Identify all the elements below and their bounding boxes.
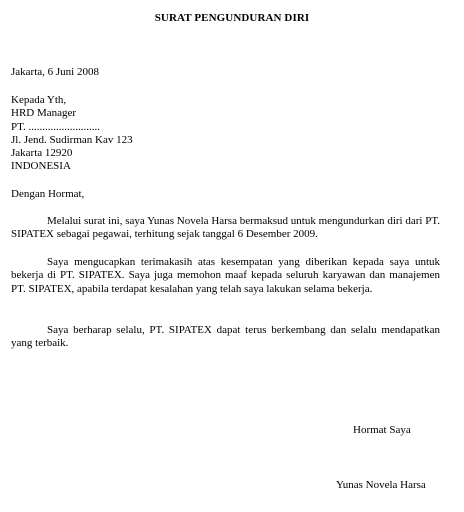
letter-title: SURAT PENGUNDURAN DIRI (154, 12, 310, 24)
recipient-block (11, 94, 133, 174)
recipient-city: Jakarta 12920 (11, 147, 73, 160)
recipient-salutation: Kepada Yth, (11, 94, 67, 106)
recipient-position: HRD Manager (11, 107, 77, 120)
body-paragraph-resignation: Melalui surat ini, saya Yunas Novela Harsa bermaksud untuk mengundurkan diri dari PT. SIPATEX sebagai pegawai, terhitung sejak tanggal 6 Desember 2009. (11, 215, 440, 241)
date-line: Jakarta, 6 Juni 2008 (11, 66, 99, 78)
recipient-country: INDONESIA (11, 160, 71, 173)
closing-phrase: Hormat Saya (353, 424, 411, 436)
body-paragraph-thanks: Saya mengucapkan terimakasih atas kesempatan yang diberikan kepada saya untuk bekerja di PT. SIPATEX. Saya juga memohon maaf kepada seluruh karyawan dan manajemen PT. SIPATEX, apabila terdapat kesalahan yang telah saya lakukan selama bekerja. (11, 256, 440, 295)
recipient-street: Jl. Jend. Sudirman Kav 123 (11, 133, 133, 146)
signer-name: Yunas Novela Harsa (336, 479, 426, 491)
body-paragraph-wishes: Saya berharap selalu, PT. SIPATEX dapat terus berkembang dan selalu mendapatkan yang terbaik. (11, 324, 440, 350)
greeting: Dengan Hormat, (11, 188, 85, 200)
recipient-company: PT. .......................... (11, 120, 101, 133)
